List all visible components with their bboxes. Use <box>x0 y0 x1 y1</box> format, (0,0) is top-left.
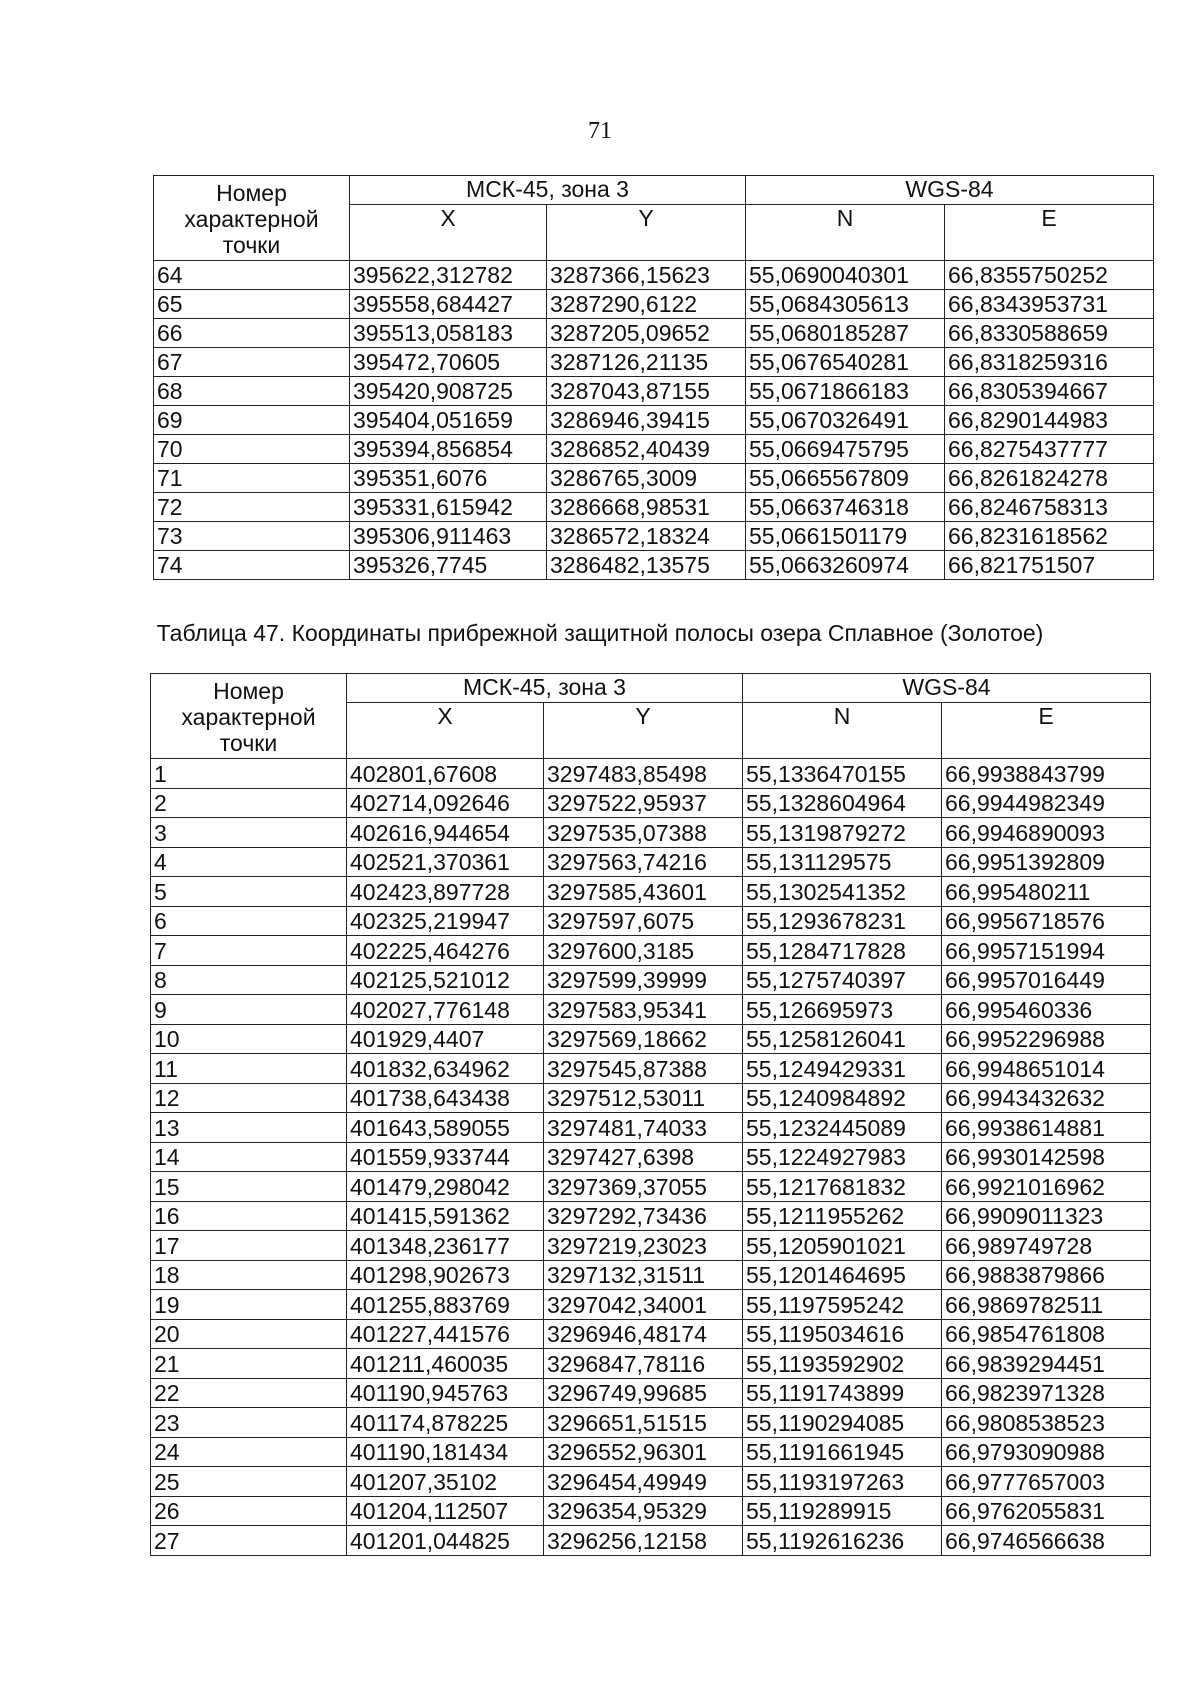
e-cell: 66,9883879866 <box>942 1260 1151 1290</box>
point-number-cell: 27 <box>151 1526 347 1556</box>
coordinates-table-continued <box>153 175 1154 580</box>
x-cell: 395513,058183 <box>350 319 547 348</box>
x-cell: 401348,236177 <box>347 1231 544 1261</box>
y-cell: 3296749,99685 <box>544 1378 743 1408</box>
table-row <box>154 406 1154 435</box>
n-cell: 55,1211955262 <box>743 1201 942 1231</box>
table-row <box>151 906 1151 936</box>
n-cell: 55,1193197263 <box>743 1467 942 1497</box>
point-number-cell: 23 <box>151 1408 347 1438</box>
n-cell: 55,0669475795 <box>746 435 945 464</box>
y-cell: 3286765,3009 <box>547 464 746 493</box>
header-point-number: Номер характерной точки <box>151 674 347 759</box>
x-cell: 395420,908725 <box>350 377 547 406</box>
x-cell: 401174,878225 <box>347 1408 544 1438</box>
table-row <box>154 464 1154 493</box>
y-cell: 3287366,15623 <box>547 261 746 290</box>
e-cell: 66,9948651014 <box>942 1054 1151 1084</box>
n-cell: 55,1275740397 <box>743 965 942 995</box>
e-cell: 66,8246758313 <box>945 493 1154 522</box>
x-cell: 402616,944654 <box>347 818 544 848</box>
table-row <box>151 759 1151 789</box>
y-cell: 3297042,34001 <box>544 1290 743 1320</box>
table-row <box>151 877 1151 907</box>
n-cell: 55,1193592902 <box>743 1349 942 1379</box>
header-msk45-zone3: МСК-45, зона 3 <box>350 176 746 205</box>
x-cell: 401190,945763 <box>347 1378 544 1408</box>
x-cell: 401643,589055 <box>347 1113 544 1143</box>
e-cell: 66,989749728 <box>942 1231 1151 1261</box>
y-cell: 3297219,23023 <box>544 1231 743 1261</box>
point-number-cell: 10 <box>151 1024 347 1054</box>
header-point-number: Номер характерной точки <box>154 176 350 261</box>
coordinates-table-lake-splavnoe <box>150 673 1151 1556</box>
point-number-cell: 73 <box>154 522 350 551</box>
y-cell: 3286572,18324 <box>547 522 746 551</box>
e-cell: 66,9951392809 <box>942 847 1151 877</box>
e-cell: 66,9854761808 <box>942 1319 1151 1349</box>
point-number-cell: 5 <box>151 877 347 907</box>
point-number-cell: 7 <box>151 936 347 966</box>
x-cell: 401415,591362 <box>347 1201 544 1231</box>
point-number-cell: 8 <box>151 965 347 995</box>
y-cell: 3296946,48174 <box>544 1319 743 1349</box>
y-cell: 3296847,78116 <box>544 1349 743 1379</box>
y-cell: 3297292,73436 <box>544 1201 743 1231</box>
n-cell: 55,1232445089 <box>743 1113 942 1143</box>
y-cell: 3297583,95341 <box>544 995 743 1025</box>
e-cell: 66,9777657003 <box>942 1467 1151 1497</box>
point-number-cell: 15 <box>151 1172 347 1202</box>
point-number-cell: 26 <box>151 1496 347 1526</box>
n-cell: 55,1205901021 <box>743 1231 942 1261</box>
y-cell: 3287205,09652 <box>547 319 746 348</box>
x-cell: 402714,092646 <box>347 788 544 818</box>
e-cell: 66,9869782511 <box>942 1290 1151 1320</box>
e-cell: 66,8261824278 <box>945 464 1154 493</box>
table-row <box>151 818 1151 848</box>
n-cell: 55,1328604964 <box>743 788 942 818</box>
x-cell: 401738,643438 <box>347 1083 544 1113</box>
table-row <box>151 1113 1151 1143</box>
e-cell: 66,9808538523 <box>942 1408 1151 1438</box>
header-e: E <box>945 205 1154 261</box>
point-number-cell: 65 <box>154 290 350 319</box>
table-row <box>151 1467 1151 1497</box>
x-cell: 401190,181434 <box>347 1437 544 1467</box>
n-cell: 55,1217681832 <box>743 1172 942 1202</box>
n-cell: 55,0663746318 <box>746 493 945 522</box>
n-cell: 55,1190294085 <box>743 1408 942 1438</box>
point-number-cell: 14 <box>151 1142 347 1172</box>
header-n: N <box>746 205 945 261</box>
e-cell: 66,8318259316 <box>945 348 1154 377</box>
x-cell: 401227,441576 <box>347 1319 544 1349</box>
y-cell: 3297522,95937 <box>544 788 743 818</box>
y-cell: 3297481,74033 <box>544 1113 743 1143</box>
y-cell: 3286852,40439 <box>547 435 746 464</box>
x-cell: 395404,051659 <box>350 406 547 435</box>
point-number-cell: 74 <box>154 551 350 580</box>
point-number-cell: 21 <box>151 1349 347 1379</box>
point-number-cell: 12 <box>151 1083 347 1113</box>
n-cell: 55,0665567809 <box>746 464 945 493</box>
x-cell: 402423,897728 <box>347 877 544 907</box>
point-number-cell: 22 <box>151 1378 347 1408</box>
e-cell: 66,9823971328 <box>942 1378 1151 1408</box>
y-cell: 3297132,31511 <box>544 1260 743 1290</box>
point-number-cell: 66 <box>154 319 350 348</box>
y-cell: 3297512,53011 <box>544 1083 743 1113</box>
table-row <box>154 522 1154 551</box>
header-wgs84: WGS-84 <box>743 674 1151 703</box>
x-cell: 401255,883769 <box>347 1290 544 1320</box>
y-cell: 3286668,98531 <box>547 493 746 522</box>
x-cell: 401479,298042 <box>347 1172 544 1202</box>
n-cell: 55,0676540281 <box>746 348 945 377</box>
table-row <box>151 1201 1151 1231</box>
table-row <box>154 261 1154 290</box>
y-cell: 3297545,87388 <box>544 1054 743 1084</box>
page-number: 71 <box>588 118 612 144</box>
y-cell: 3296552,96301 <box>544 1437 743 1467</box>
table-row <box>151 1290 1151 1320</box>
y-cell: 3296256,12158 <box>544 1526 743 1556</box>
table-row <box>151 1437 1151 1467</box>
table-row <box>154 290 1154 319</box>
point-number-cell: 6 <box>151 906 347 936</box>
x-cell: 402225,464276 <box>347 936 544 966</box>
table-row <box>154 551 1154 580</box>
y-cell: 3297600,3185 <box>544 936 743 966</box>
e-cell: 66,9956718576 <box>942 906 1151 936</box>
x-cell: 395558,684427 <box>350 290 547 319</box>
x-cell: 395306,911463 <box>350 522 547 551</box>
e-cell: 66,8305394667 <box>945 377 1154 406</box>
table-row <box>154 377 1154 406</box>
e-cell: 66,9952296988 <box>942 1024 1151 1054</box>
x-cell: 401211,460035 <box>347 1349 544 1379</box>
table-row <box>151 788 1151 818</box>
n-cell: 55,1249429331 <box>743 1054 942 1084</box>
x-cell: 401201,044825 <box>347 1526 544 1556</box>
point-number-cell: 17 <box>151 1231 347 1261</box>
point-number-cell: 18 <box>151 1260 347 1290</box>
n-cell: 55,1284717828 <box>743 936 942 966</box>
table-row <box>151 1172 1151 1202</box>
x-cell: 395394,856854 <box>350 435 547 464</box>
header-e: E <box>942 703 1151 759</box>
y-cell: 3297569,18662 <box>544 1024 743 1054</box>
y-cell: 3297483,85498 <box>544 759 743 789</box>
table-caption: Таблица 47. Координаты прибрежной защитной полосы озера Сплавное (Золотое) <box>156 620 1044 646</box>
table-row <box>151 1142 1151 1172</box>
table-row <box>151 995 1151 1025</box>
point-number-cell: 13 <box>151 1113 347 1143</box>
e-cell: 66,8290144983 <box>945 406 1154 435</box>
y-cell: 3297563,74216 <box>544 847 743 877</box>
point-number-cell: 64 <box>154 261 350 290</box>
n-cell: 55,1258126041 <box>743 1024 942 1054</box>
n-cell: 55,0680185287 <box>746 319 945 348</box>
x-cell: 402027,776148 <box>347 995 544 1025</box>
table-row <box>151 965 1151 995</box>
e-cell: 66,9957016449 <box>942 965 1151 995</box>
table-row <box>151 1349 1151 1379</box>
y-cell: 3297535,07388 <box>544 818 743 848</box>
n-cell: 55,1195034616 <box>743 1319 942 1349</box>
x-cell: 402325,219947 <box>347 906 544 936</box>
x-cell: 402125,521012 <box>347 965 544 995</box>
x-cell: 401832,634962 <box>347 1054 544 1084</box>
header-n: N <box>743 703 942 759</box>
y-cell: 3297369,37055 <box>544 1172 743 1202</box>
x-cell: 401207,35102 <box>347 1467 544 1497</box>
point-number-cell: 20 <box>151 1319 347 1349</box>
n-cell: 55,1293678231 <box>743 906 942 936</box>
n-cell: 55,1336470155 <box>743 759 942 789</box>
n-cell: 55,1192616236 <box>743 1526 942 1556</box>
table-row <box>151 1260 1151 1290</box>
y-cell: 3287126,21135 <box>547 348 746 377</box>
n-cell: 55,1224927983 <box>743 1142 942 1172</box>
e-cell: 66,9746566638 <box>942 1526 1151 1556</box>
n-cell: 55,0661501179 <box>746 522 945 551</box>
point-number-cell: 11 <box>151 1054 347 1084</box>
e-cell: 66,8275437777 <box>945 435 1154 464</box>
e-cell: 66,9938614881 <box>942 1113 1151 1143</box>
e-cell: 66,9938843799 <box>942 759 1151 789</box>
header-y: Y <box>544 703 743 759</box>
n-cell: 55,1319879272 <box>743 818 942 848</box>
n-cell: 55,1191661945 <box>743 1437 942 1467</box>
e-cell: 66,9944982349 <box>942 788 1151 818</box>
table-row <box>151 1319 1151 1349</box>
y-cell: 3297599,39999 <box>544 965 743 995</box>
e-cell: 66,8330588659 <box>945 319 1154 348</box>
n-cell: 55,119289915 <box>743 1496 942 1526</box>
table-row <box>154 319 1154 348</box>
table-row <box>151 1408 1151 1438</box>
table-row <box>154 348 1154 377</box>
e-cell: 66,8231618562 <box>945 522 1154 551</box>
e-cell: 66,9793090988 <box>942 1437 1151 1467</box>
table-row <box>151 1024 1151 1054</box>
table-row <box>154 493 1154 522</box>
x-cell: 395472,70605 <box>350 348 547 377</box>
e-cell: 66,9909011323 <box>942 1201 1151 1231</box>
n-cell: 55,0670326491 <box>746 406 945 435</box>
n-cell: 55,0684305613 <box>746 290 945 319</box>
e-cell: 66,8343953731 <box>945 290 1154 319</box>
y-cell: 3297597,6075 <box>544 906 743 936</box>
point-number-cell: 19 <box>151 1290 347 1320</box>
e-cell: 66,821751507 <box>945 551 1154 580</box>
x-cell: 395622,312782 <box>350 261 547 290</box>
table-row <box>151 1083 1151 1113</box>
n-cell: 55,1302541352 <box>743 877 942 907</box>
point-number-cell: 2 <box>151 788 347 818</box>
y-cell: 3287043,87155 <box>547 377 746 406</box>
n-cell: 55,1191743899 <box>743 1378 942 1408</box>
point-number-cell: 68 <box>154 377 350 406</box>
point-number-cell: 67 <box>154 348 350 377</box>
table-row <box>151 1231 1151 1261</box>
header-wgs84: WGS-84 <box>746 176 1154 205</box>
e-cell: 66,9921016962 <box>942 1172 1151 1202</box>
table-row <box>151 1496 1151 1526</box>
n-cell: 55,1201464695 <box>743 1260 942 1290</box>
point-number-cell: 24 <box>151 1437 347 1467</box>
x-cell: 395351,6076 <box>350 464 547 493</box>
x-cell: 402801,67608 <box>347 759 544 789</box>
e-cell: 66,9946890093 <box>942 818 1151 848</box>
n-cell: 55,131129575 <box>743 847 942 877</box>
table-row <box>151 936 1151 966</box>
point-number-cell: 69 <box>154 406 350 435</box>
x-cell: 402521,370361 <box>347 847 544 877</box>
point-number-cell: 25 <box>151 1467 347 1497</box>
point-number-cell: 3 <box>151 818 347 848</box>
y-cell: 3287290,6122 <box>547 290 746 319</box>
header-x: X <box>347 703 544 759</box>
y-cell: 3297585,43601 <box>544 877 743 907</box>
table-row <box>151 1378 1151 1408</box>
e-cell: 66,9839294451 <box>942 1349 1151 1379</box>
x-cell: 401204,112507 <box>347 1496 544 1526</box>
e-cell: 66,8355750252 <box>945 261 1154 290</box>
x-cell: 395326,7745 <box>350 551 547 580</box>
y-cell: 3296651,51515 <box>544 1408 743 1438</box>
point-number-cell: 71 <box>154 464 350 493</box>
e-cell: 66,9943432632 <box>942 1083 1151 1113</box>
header-msk45-zone3: МСК-45, зона 3 <box>347 674 743 703</box>
e-cell: 66,995460336 <box>942 995 1151 1025</box>
e-cell: 66,9930142598 <box>942 1142 1151 1172</box>
point-number-cell: 70 <box>154 435 350 464</box>
e-cell: 66,9762055831 <box>942 1496 1151 1526</box>
n-cell: 55,126695973 <box>743 995 942 1025</box>
x-cell: 401559,933744 <box>347 1142 544 1172</box>
point-number-cell: 9 <box>151 995 347 1025</box>
point-number-cell: 16 <box>151 1201 347 1231</box>
x-cell: 401929,4407 <box>347 1024 544 1054</box>
y-cell: 3297427,6398 <box>544 1142 743 1172</box>
e-cell: 66,995480211 <box>942 877 1151 907</box>
y-cell: 3296354,95329 <box>544 1496 743 1526</box>
n-cell: 55,1197595242 <box>743 1290 942 1320</box>
table-row <box>151 847 1151 877</box>
e-cell: 66,9957151994 <box>942 936 1151 966</box>
table-row <box>151 1526 1151 1556</box>
y-cell: 3286946,39415 <box>547 406 746 435</box>
x-cell: 395331,615942 <box>350 493 547 522</box>
n-cell: 55,1240984892 <box>743 1083 942 1113</box>
n-cell: 55,0671866183 <box>746 377 945 406</box>
n-cell: 55,0663260974 <box>746 551 945 580</box>
y-cell: 3296454,49949 <box>544 1467 743 1497</box>
n-cell: 55,0690040301 <box>746 261 945 290</box>
header-y: Y <box>547 205 746 261</box>
point-number-cell: 72 <box>154 493 350 522</box>
x-cell: 401298,902673 <box>347 1260 544 1290</box>
y-cell: 3286482,13575 <box>547 551 746 580</box>
table-row <box>154 435 1154 464</box>
header-x: X <box>350 205 547 261</box>
point-number-cell: 1 <box>151 759 347 789</box>
table-row <box>151 1054 1151 1084</box>
point-number-cell: 4 <box>151 847 347 877</box>
